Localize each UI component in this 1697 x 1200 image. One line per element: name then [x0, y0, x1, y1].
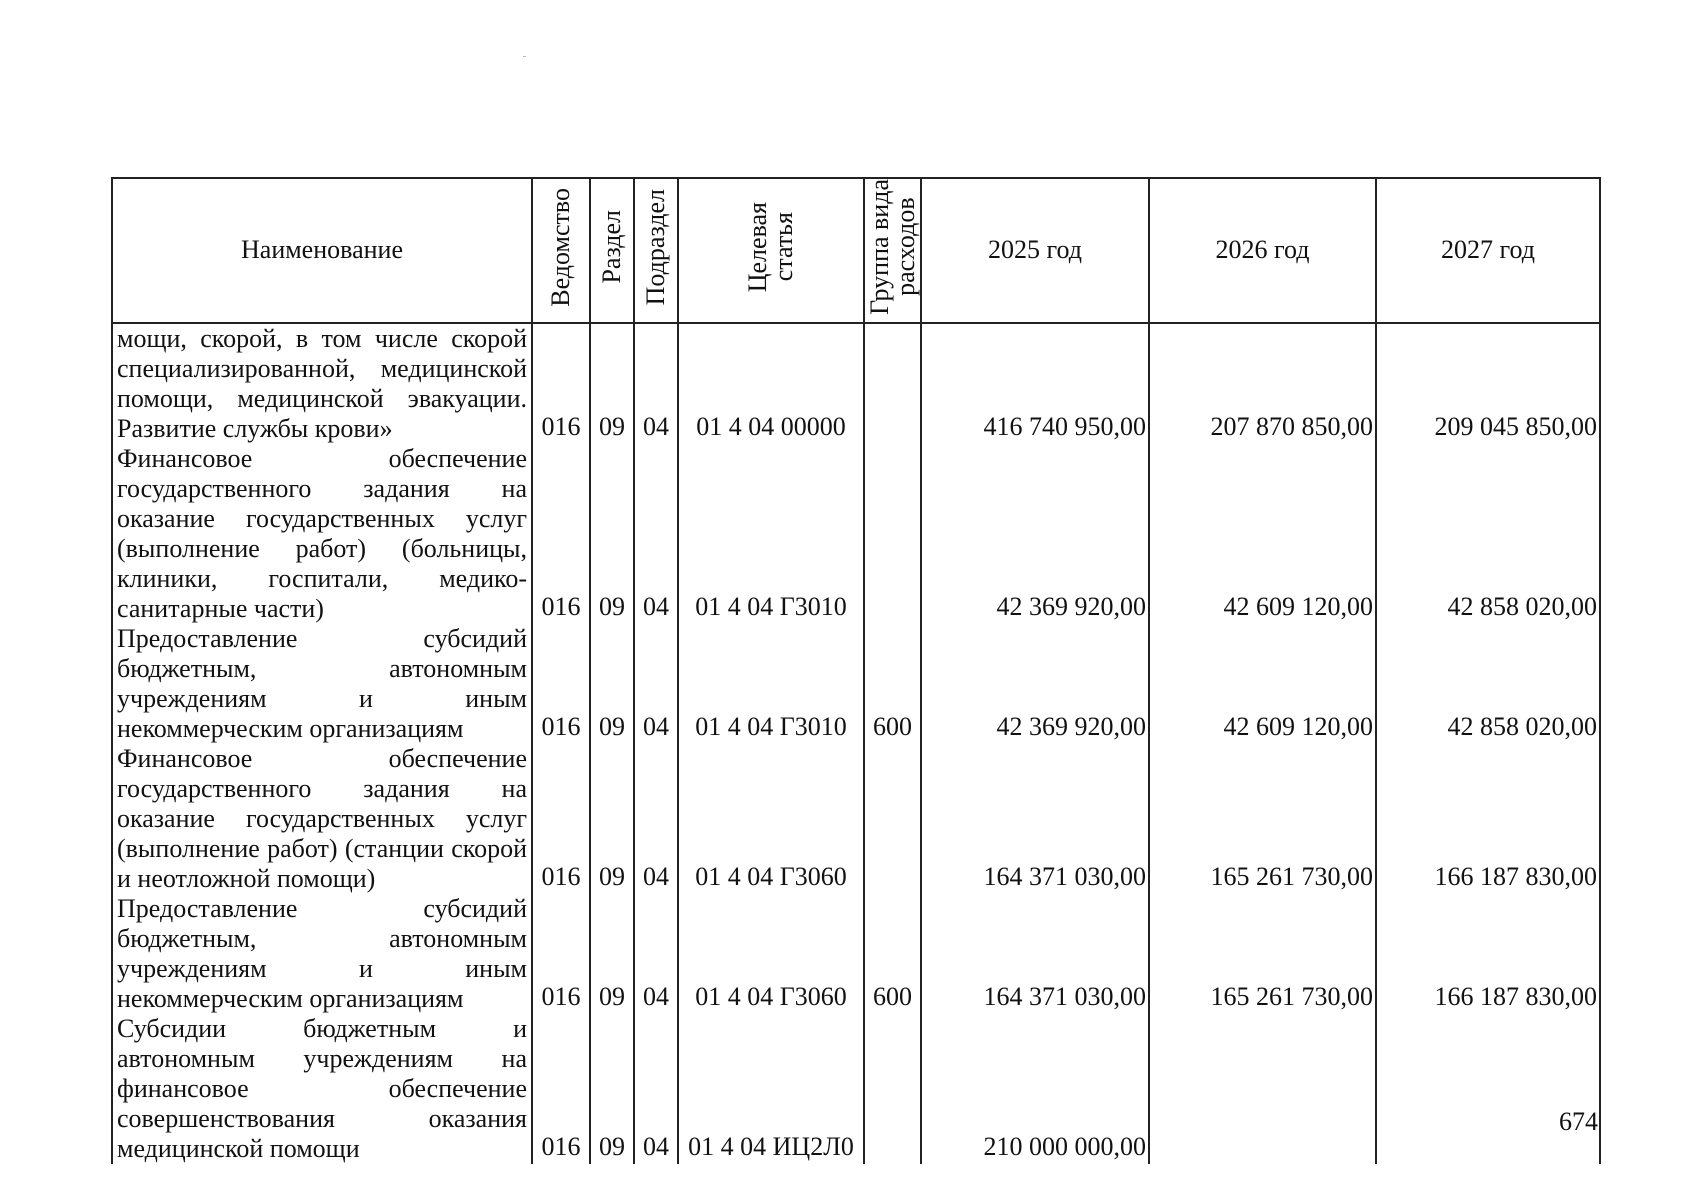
budget-table [111, 177, 1601, 1164]
row-podrazdel: 04 [634, 744, 678, 894]
row-2025: 416 740 950,00 [921, 323, 1149, 444]
row-name: Предоставление субсидий бюджетным, автономным учреждениям и иным некоммерческим организациям [112, 624, 532, 744]
row-2027: 42 858 020,00 [1376, 624, 1600, 744]
row-vedomstvo: 016 [532, 323, 590, 444]
row-podrazdel: 04 [634, 444, 678, 624]
row-razdel: 09 [590, 1014, 634, 1164]
row-2025: 164 371 030,00 [921, 894, 1149, 1014]
header-name: Наименование [112, 178, 532, 323]
row-celevaya: 01 4 04 Г3060 [678, 744, 864, 894]
header-celevaya: Целевая статья [678, 178, 864, 323]
table-row [112, 323, 1600, 444]
row-celevaya: 01 4 04 Г3060 [678, 894, 864, 1014]
row-gruppa: 600 [864, 894, 921, 1014]
row-vedomstvo: 016 [532, 1014, 590, 1164]
scan-mark [523, 56, 526, 57]
row-2027: 42 858 020,00 [1376, 444, 1600, 624]
row-name: Предоставление субсидий бюджетным, автономным учреждениям и иным некоммерческим организациям [112, 894, 532, 1014]
row-gruppa: 600 [864, 624, 921, 744]
row-name: Финансовое обеспечение государственного задания на оказание государственных услуг (выполнение работ) (больницы, клиники, госпитали, медико-санитарные части) [112, 444, 532, 624]
row-2027 [1376, 1014, 1600, 1164]
header-vedomstvo: Ведомство [532, 178, 590, 323]
table-row [112, 624, 1600, 744]
row-podrazdel: 04 [634, 624, 678, 744]
row-razdel: 09 [590, 444, 634, 624]
header-gruppa: Группа вида расходов [864, 178, 921, 323]
table-row [112, 444, 1600, 624]
row-2026: 42 609 120,00 [1149, 624, 1376, 744]
row-2026 [1149, 1014, 1376, 1164]
row-2026: 42 609 120,00 [1149, 444, 1376, 624]
row-podrazdel: 04 [634, 1014, 678, 1164]
row-celevaya: 01 4 04 Г3010 [678, 444, 864, 624]
row-vedomstvo: 016 [532, 624, 590, 744]
row-celevaya: 01 4 04 ИЦ2Л0 [678, 1014, 864, 1164]
row-2026: 165 261 730,00 [1149, 894, 1376, 1014]
row-gruppa [864, 744, 921, 894]
table-row [112, 894, 1600, 1014]
row-name: мощи, скорой, в том числе скорой специализированной, медицинской помощи, медицинской эвакуации. Развитие службы крови» [112, 323, 532, 444]
row-razdel: 09 [590, 894, 634, 1014]
row-2025: 164 371 030,00 [921, 744, 1149, 894]
row-2026: 165 261 730,00 [1149, 744, 1376, 894]
row-vedomstvo: 016 [532, 444, 590, 624]
row-gruppa [864, 323, 921, 444]
header-podrazdel: Подраздел [634, 178, 678, 323]
row-2025: 210 000 000,00 [921, 1014, 1149, 1164]
row-name: Субсидии бюджетным и автономным учреждениям на финансовое обеспечение совершенствования оказания медицинской помощи [112, 1014, 532, 1164]
row-podrazdel: 04 [634, 323, 678, 444]
table-header-row [112, 178, 1600, 323]
row-2027: 166 187 830,00 [1376, 894, 1600, 1014]
row-vedomstvo: 016 [532, 894, 590, 1014]
row-razdel: 09 [590, 323, 634, 444]
row-podrazdel: 04 [634, 894, 678, 1014]
row-razdel: 09 [590, 624, 634, 744]
row-razdel: 09 [590, 744, 634, 894]
page-number: 674 [1559, 1107, 1598, 1136]
row-2026: 207 870 850,00 [1149, 323, 1376, 444]
row-2027: 166 187 830,00 [1376, 744, 1600, 894]
row-name: Финансовое обеспечение государственного задания на оказание государственных услуг (выполнение работ) (станции скорой и неотложной помощи) [112, 744, 532, 894]
row-vedomstvo: 016 [532, 744, 590, 894]
row-gruppa [864, 444, 921, 624]
header-2026: 2026 год [1149, 178, 1376, 323]
header-2027: 2027 год [1376, 178, 1600, 323]
header-razdel: Раздел [590, 178, 634, 323]
row-gruppa [864, 1014, 921, 1164]
table-row [112, 744, 1600, 894]
row-2025: 42 369 920,00 [921, 624, 1149, 744]
row-2025: 42 369 920,00 [921, 444, 1149, 624]
table-row [112, 1014, 1600, 1164]
row-celevaya: 01 4 04 00000 [678, 323, 864, 444]
header-2025: 2025 год [921, 178, 1149, 323]
row-celevaya: 01 4 04 Г3010 [678, 624, 864, 744]
row-2027: 209 045 850,00 [1376, 323, 1600, 444]
